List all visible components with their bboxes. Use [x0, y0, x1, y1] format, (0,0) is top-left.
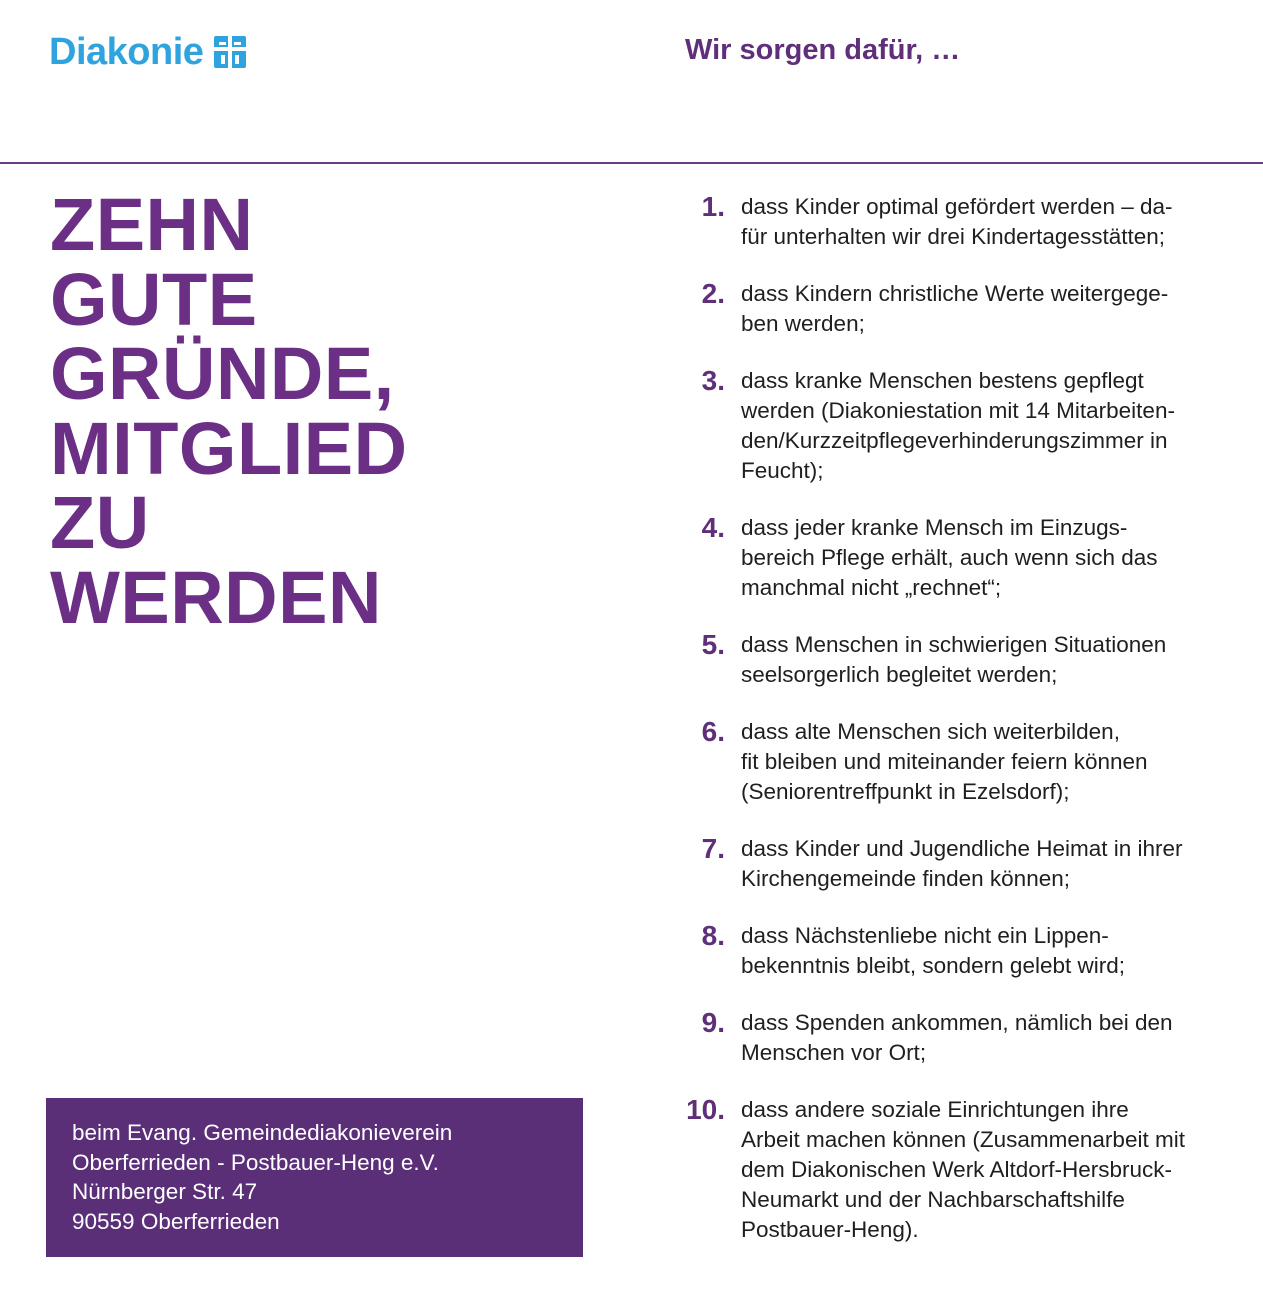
reason-number: 9. — [701, 1007, 725, 1038]
reason-number: 4. — [701, 512, 725, 543]
address-line: Nürnberger Str. 47 — [72, 1179, 258, 1204]
list-item — [680, 834, 1240, 894]
reason-number: 6. — [701, 716, 725, 747]
address-line: beim Evang. Gemeindediakonieverein — [72, 1120, 453, 1145]
reason-number: 5. — [701, 629, 725, 660]
reason-number: 1. — [701, 191, 725, 222]
headline-line: ZU — [50, 481, 150, 564]
list-item — [680, 192, 1240, 252]
reasons-list — [680, 192, 1240, 1272]
headline-line: WERDEN — [50, 555, 382, 639]
reason-number: 3. — [701, 365, 725, 396]
list-item — [680, 1008, 1240, 1068]
reason-number: 10. — [686, 1094, 725, 1125]
reason-text: dass Kinder und Jugendliche Heimat in ihrer Kirchengemeinde finden können; — [741, 836, 1183, 891]
address-box — [46, 1098, 583, 1257]
list-item — [680, 630, 1240, 690]
reason-text: dass Menschen in schwierigen Situationen seelsorgerlich begleitet werden; — [741, 632, 1167, 687]
list-item — [680, 366, 1240, 486]
address-line: 90559 Oberferrieden — [72, 1208, 280, 1234]
headline-line: ZEHN — [50, 183, 254, 266]
headline-line: GUTE — [50, 257, 258, 341]
list-item — [680, 513, 1240, 603]
list-item — [680, 279, 1240, 339]
reason-text: dass Spenden ankommen, nämlich bei den Menschen vor Ort; — [741, 1010, 1173, 1065]
divider — [0, 162, 1263, 164]
tagline: Wir sorgen dafür, … — [685, 34, 961, 66]
reason-number: 8. — [701, 920, 725, 951]
list-item — [680, 717, 1240, 807]
reason-text: dass Kindern christliche Werte weitergege- ben werden; — [741, 281, 1169, 336]
reason-number: 7. — [701, 833, 725, 864]
reason-text: dass jeder kranke Mensch im Einzugs- bereich Pflege erhält, auch wenn sich das manchmal nicht „rechnet“; — [741, 515, 1158, 600]
headline — [50, 183, 610, 639]
headline-line: GRÜNDE, — [50, 332, 395, 415]
headline-line: MITGLIED — [50, 406, 408, 490]
reason-text: dass Nächstenliebe nicht ein Lippen- bekenntnis bleibt, sondern gelebt wird; — [741, 923, 1125, 978]
reason-text: dass andere soziale Einrichtungen ihre Arbeit machen können (Zusammenarbeit mit dem Diakonischen Werk Altdorf-Hersbruck- Neumarkt und der Nachbarschaftshilfe Postbauer-Heng). — [741, 1097, 1185, 1242]
list-item — [680, 921, 1240, 981]
reason-text: dass kranke Menschen bestens gepflegt werden (Diakoniestation mit 14 Mitarbeiten- den/Kurzzeitpflegeverhinderungszimmer in Feucht); — [741, 368, 1175, 483]
address-line: Oberferrieden - Postbauer-Heng e.V. — [72, 1149, 439, 1175]
reason-text: dass alte Menschen sich weiterbilden, fit bleiben und miteinander feiern können (Seniorentreffpunkt in Ezelsdorf); — [741, 719, 1148, 804]
brand-name: Diakonie — [49, 31, 204, 73]
diakonie-cross-icon — [214, 36, 246, 68]
list-item — [680, 1095, 1240, 1245]
reason-text: dass Kinder optimal gefördert werden – da- für unterhalten wir drei Kindertagesstätten; — [741, 194, 1173, 249]
reason-number: 2. — [701, 278, 725, 309]
diakonie-logo — [49, 30, 246, 74]
